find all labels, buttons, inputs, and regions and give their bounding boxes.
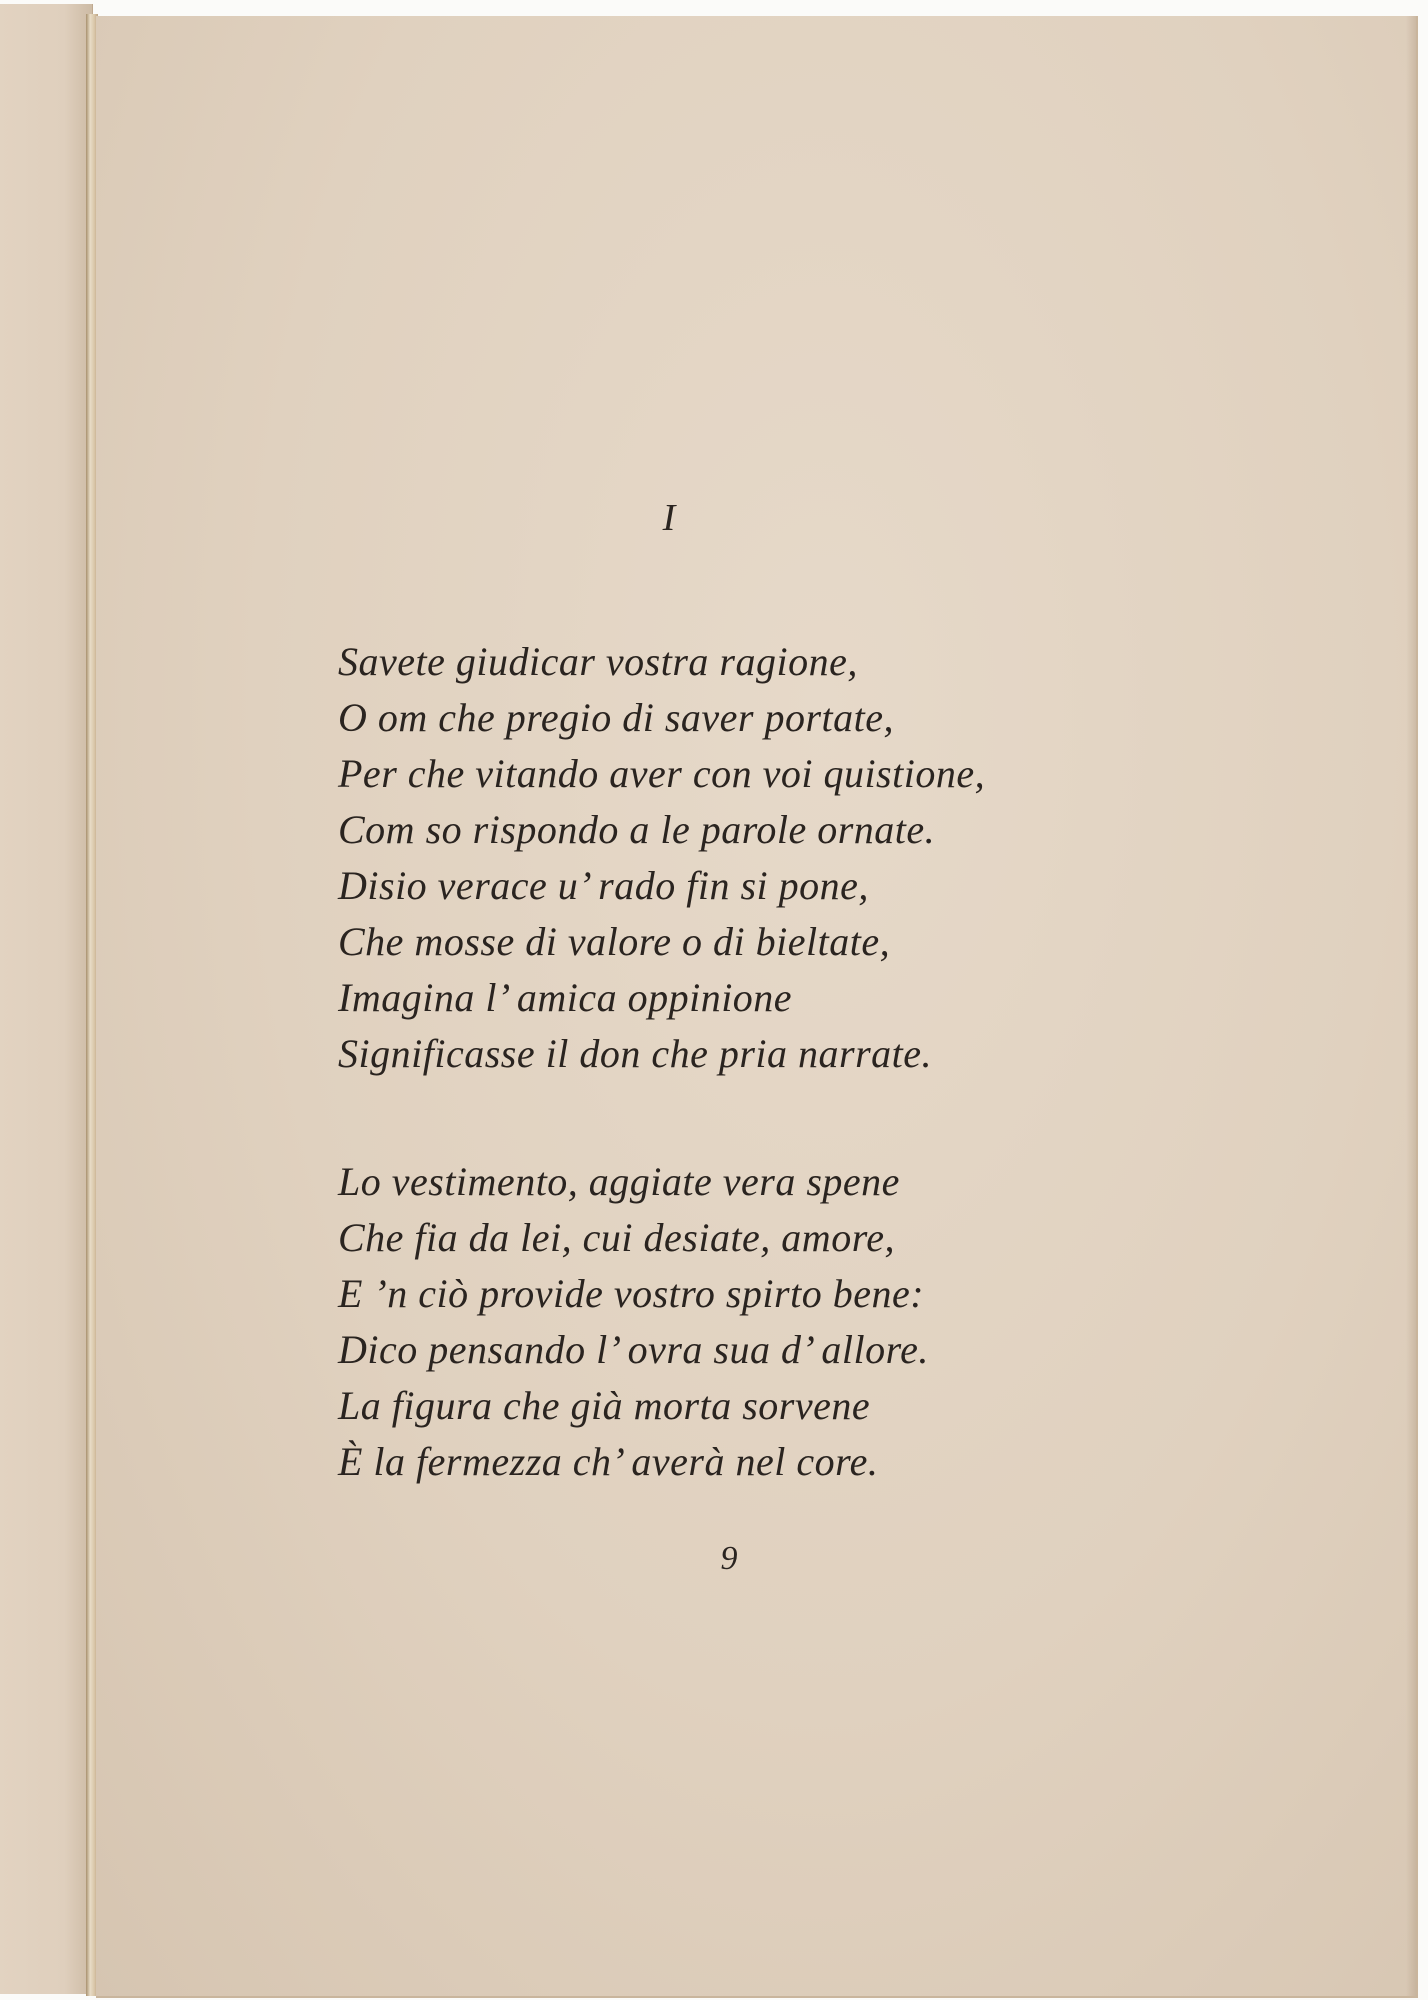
verse-line: Disio verace u’ rado fin si pone, [338,863,869,908]
verse-line: Dico pensando l’ ovra sua d’ allore. [338,1327,929,1372]
book-page [96,16,1418,1998]
verse-line: Significasse il don che pria narrate. [338,1031,933,1076]
verse-line: Com so rispondo a le parole ornate. [338,807,936,852]
stanza-sestet [338,1154,929,1490]
verse-line: Che mosse di valore o di bieltate, [338,919,891,964]
verse-line: Imagina l’ amica oppinione [338,975,793,1020]
section-numeral: I [662,497,676,539]
page-number: 9 [720,1540,738,1577]
page-deckle-edge [1406,16,1416,1996]
verse-line: O om che pregio di saver portate, [338,695,895,740]
verse-line: Savete giudicar vostra ragione, [338,639,858,684]
verse-line: Lo vestimento, aggiate vera spene [338,1159,900,1204]
stanza-octave [338,634,985,1082]
previous-page-edge [0,4,93,1994]
verse-line: E ’n ciò provide vostro spirto bene: [338,1271,925,1316]
verse-line: È la fermezza ch’ averà nel core. [338,1439,879,1484]
verse-line: La figura che già morta sorvene [338,1383,871,1428]
verse-line: Per che vitando aver con voi quistione, [338,751,986,796]
verse-line: Che fia da lei, cui desiate, amore, [338,1215,896,1260]
